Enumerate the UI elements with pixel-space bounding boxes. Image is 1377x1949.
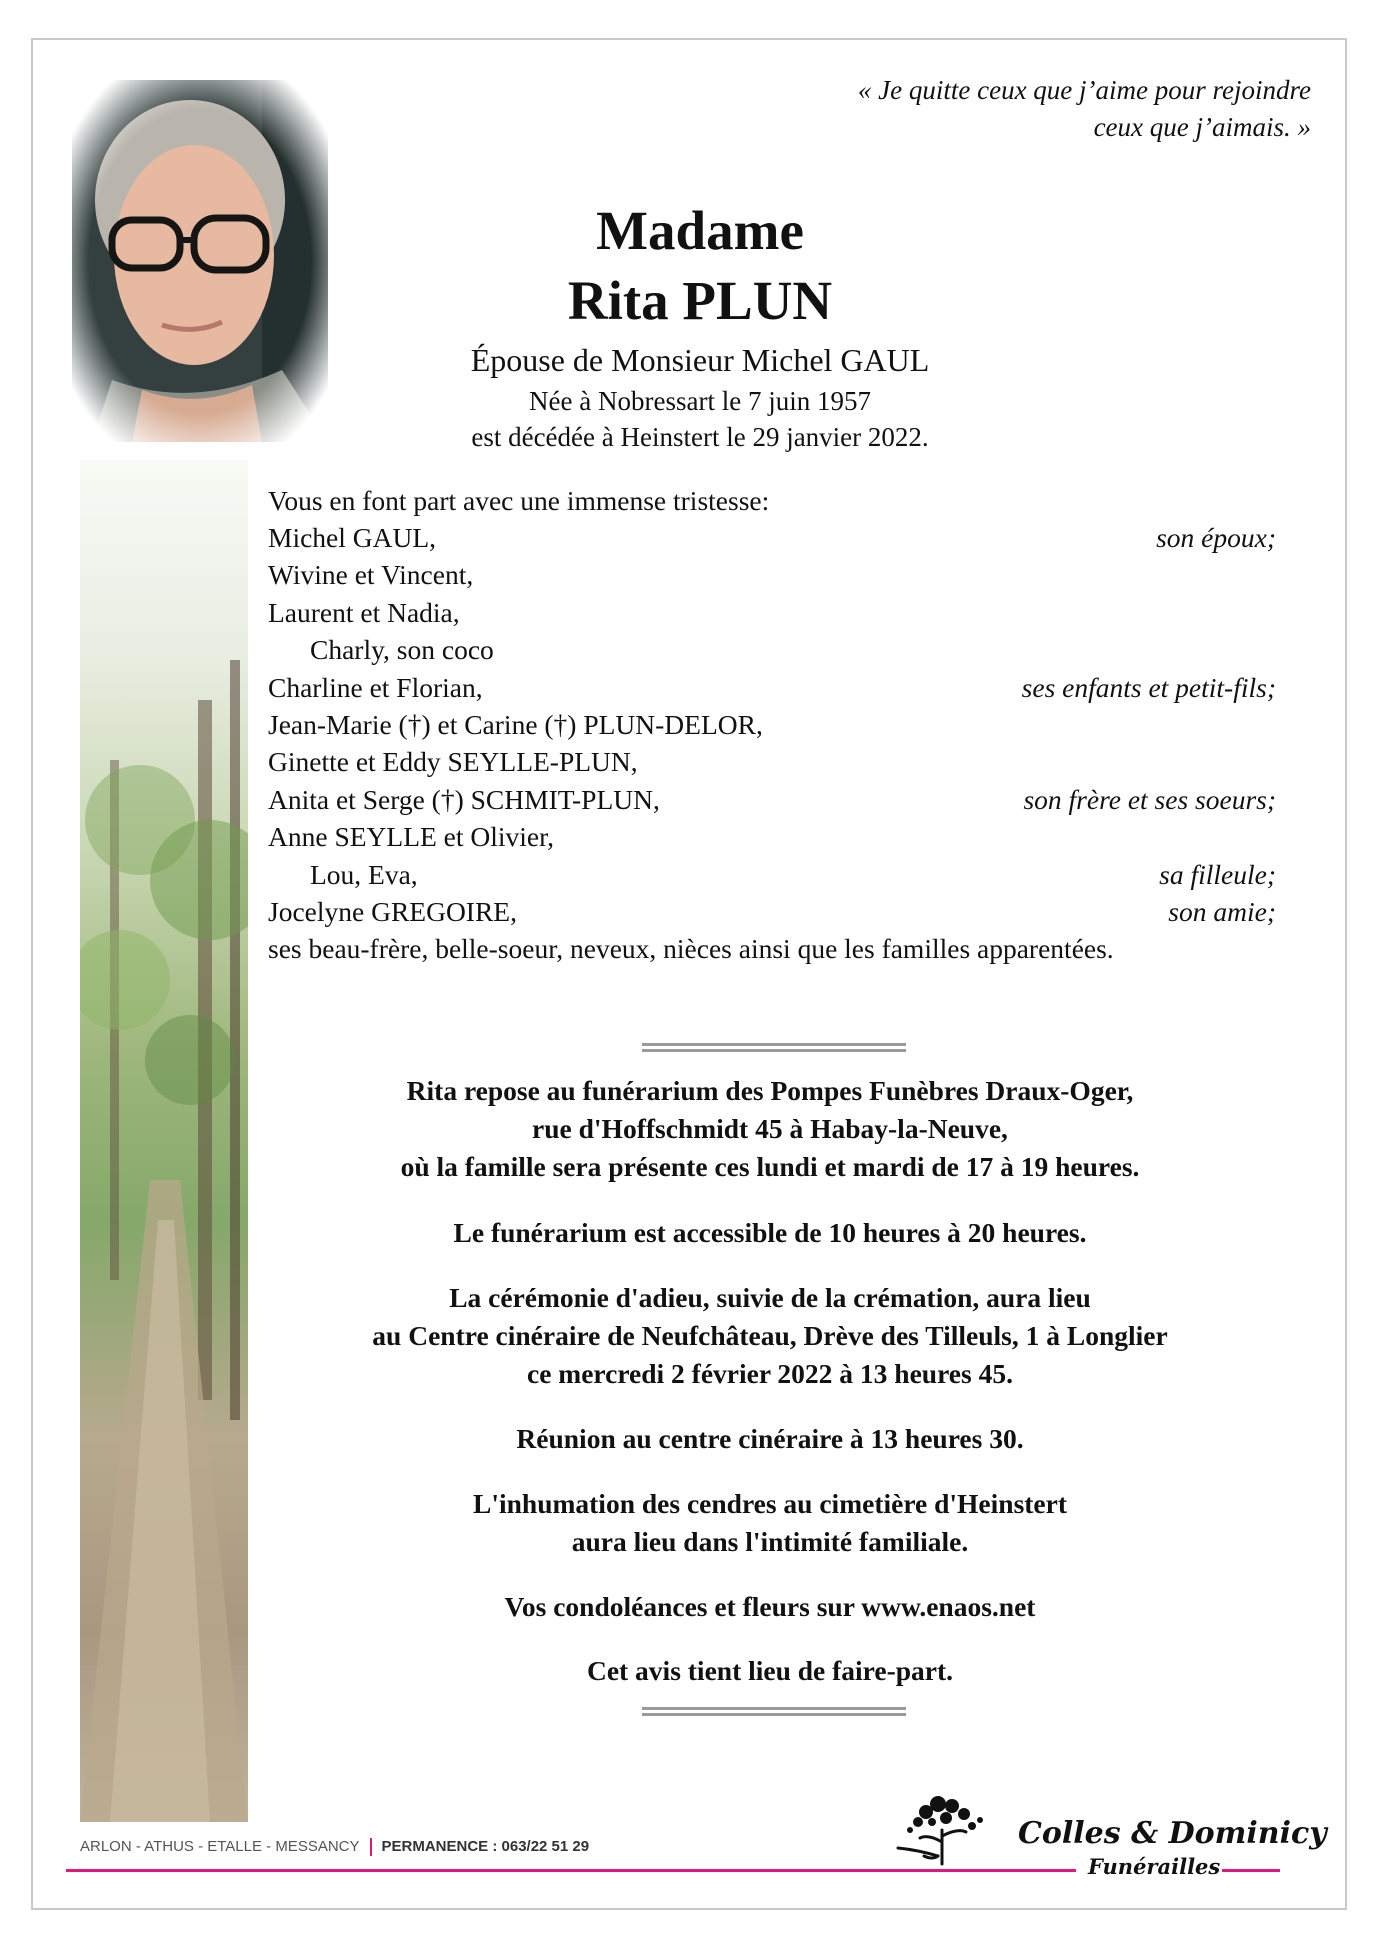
burial-line: aura lieu dans l'intimité familiale. (571, 1526, 969, 1557)
ceremony-line: au Centre cinéraire de Neufchâteau, Drève des Tilleuls, 1 à Longlier (372, 1320, 1168, 1351)
burial-info (270, 1485, 1270, 1561)
ceremony-line: La cérémonie d'adieu, suivie de la crémation, aura lieu (449, 1282, 1091, 1313)
funerarium-line: rue d'Hoffschmidt 45 à Habay-la-Neuve, (532, 1113, 1008, 1144)
family-row: Anne SEYLLE et Olivier, (268, 821, 555, 853)
family-row: Jocelyne GREGOIRE, son amie; (268, 895, 1276, 927)
ceremony-info (270, 1279, 1270, 1393)
family-row: Lou, Eva, sa filleule; (310, 858, 1276, 890)
footer-accent-line (1222, 1869, 1280, 1872)
family-row: Jean-Marie (†) et Carine (†) PLUN-DELOR, (268, 708, 763, 740)
family-row: Charly, son coco (310, 634, 494, 666)
family-list (268, 482, 1276, 968)
family-row: Ginette et Eddy SEYLLE-PLUN, (268, 746, 638, 778)
family-row: Wivine et Vincent, (268, 559, 474, 591)
quote-line-1: « Je quitte ceux que j’aime pour rejoindre (857, 75, 1311, 105)
spouse-line: Épouse de Monsieur Michel GAUL (470, 342, 930, 378)
meeting-info: Réunion au centre cinéraire à 13 heures 30. (516, 1423, 1024, 1454)
funerarium-line: où la famille sera présente ces lundi et mardi de 17 à 19 heures. (400, 1151, 1140, 1182)
footer-permanence: PERMANENCE : 063/22 51 29 (381, 1838, 590, 1855)
funerarium-hours: Le funérarium est accessible de 10 heures à 20 heures. (453, 1217, 1087, 1248)
family-intro: Vous en font part avec une immense tristesse: (268, 485, 770, 516)
brand-subtitle: Funérailles (1088, 1854, 1221, 1879)
burial-line: L'inhumation des cendres au cimetière d'Heinstert (472, 1488, 1068, 1519)
footer-separator (370, 1838, 372, 1856)
funerarium-line: Rita repose au funérarium des Pompes Funèbres Draux-Oger, (406, 1075, 1134, 1106)
double-rule-divider (642, 1043, 906, 1052)
footer-accent-line (66, 1869, 1076, 1872)
family-row: Charline et Florian, ses enfants et petit-fils; (268, 671, 1276, 703)
title-madame: Madame (596, 200, 804, 261)
condolences-info: Vos condoléances et fleurs sur www.enaos.net (504, 1591, 1036, 1622)
family-row: Michel GAUL, son époux; (268, 522, 1276, 553)
funerarium-info (270, 1072, 1270, 1186)
portrait-photo (72, 80, 328, 442)
quote-line-2: ceux que j’aimais. » (1093, 112, 1311, 142)
family-row: ses beau-frère, belle-soeur, neveux, nièces ainsi que les familles apparentées. (268, 933, 1114, 965)
family-row: Laurent et Nadia, (268, 596, 460, 628)
family-row: Anita et Serge (†) SCHMIT-PLUN, son frère et ses soeurs; (268, 783, 1276, 815)
forest-path-photo (80, 460, 248, 1822)
tree-logo-icon (888, 1790, 996, 1868)
footer-contact (80, 1838, 589, 1856)
brand-name: Colles & Dominicy (1018, 1816, 1327, 1851)
double-rule-divider (642, 1707, 906, 1716)
ceremony-line: ce mercredi 2 février 2022 à 13 heures 45. (527, 1358, 1013, 1389)
epitaph-quote (711, 72, 1311, 146)
birth-line: Née à Nobressart le 7 juin 1957 (529, 386, 871, 416)
death-line: est décédée à Heinstert le 29 janvier 2022. (471, 422, 929, 452)
footer-locations: ARLON - ATHUS - ETALLE - MESSANCY (80, 1838, 360, 1855)
notice-line: Cet avis tient lieu de faire-part. (586, 1655, 954, 1686)
deceased-name: Rita PLUN (567, 270, 833, 331)
